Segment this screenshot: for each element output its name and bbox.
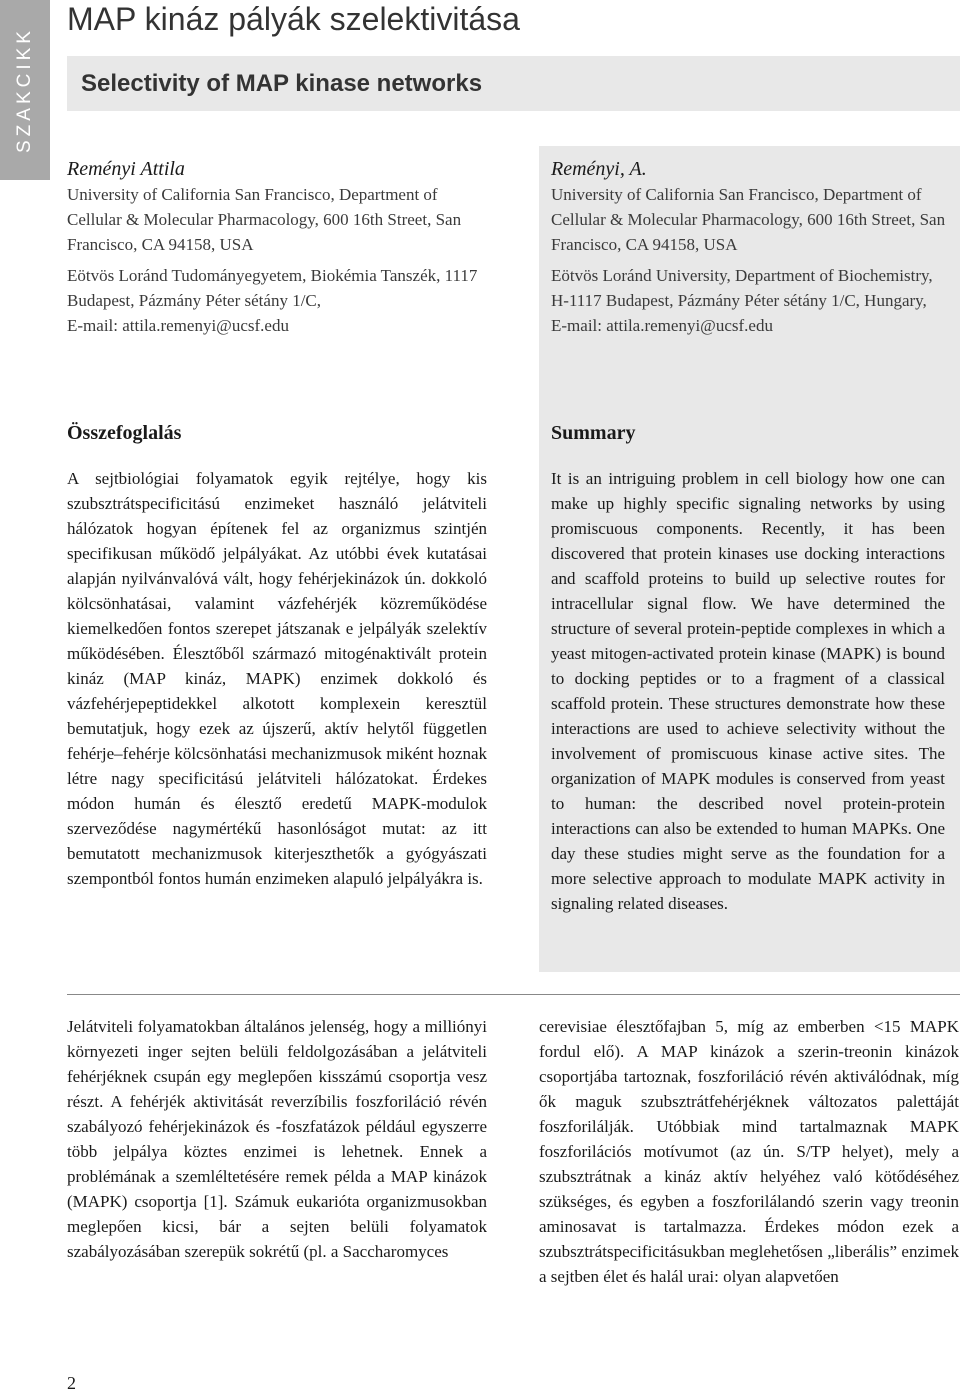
affiliation-en-1: University of California San Francisco, Department of Cellular & Molecular Pharmacology, 600 16th Street, San Francisco, CA 94158, USA	[551, 185, 946, 254]
abstract-hu	[67, 420, 487, 891]
email-en: E-mail: attila.remenyi@ucsf.edu	[551, 316, 773, 335]
abstract-en	[551, 420, 945, 916]
abstract-en-text: It is an intriguing problem in cell biology how one can make up highly specific signaling networks by using promiscuous components. Recently, it has been discovered that protein kinases use docking interactions and scaffold proteins to build up selective routes for intracellular signal flow. We have determined the structure of several protein-peptide complexes in which a yeast mitogen-activated protein kinase (MAPK) is bound to docking peptides or to a fragment of a classical scaffold protein. These structures demonstrate how these interactions are used to achieve selectivity without the involvement of promiscuous kinase active sites. The organization of MAPK modules is conserved from yeast to human: the described novel protein-protein interactions can also be extended to human MAPKs. One day these studies might serve as the foundation for a more selective approach to modulate MAPK activity in signaling related diseases.	[551, 469, 945, 913]
page-number: 2	[67, 1373, 76, 1393]
section-tab	[0, 0, 50, 180]
author-name-hu: Reményi Attila	[67, 158, 185, 180]
title-en-bar	[67, 56, 960, 111]
right-author-block	[551, 156, 947, 338]
section-divider	[67, 994, 960, 995]
left-author-block	[67, 156, 487, 338]
body-column-2	[539, 1014, 959, 1289]
section-tab-label: SZAKCIKK	[14, 27, 36, 153]
abstract-hu-heading: Összefoglalás	[67, 422, 182, 444]
affiliation-hu-1: University of California San Francisco, Department of Cellular & Molecular Pharmacology, 600 16th Street, San Francisco, CA 94158, USA	[67, 185, 462, 254]
affiliation-hu-2: Eötvös Loránd Tudományegyetem, Biokémia Tanszék, 1117 Budapest, Pázmány Péter sétány 1/C,	[67, 266, 478, 310]
abstract-hu-text: A sejtbiológiai folyamatok egyik rejtélye, hogy kis szubsztrátspecificitású enzimeket használó jelátviteli hálózatok hogyan építenek fel az organizmus szintjén specifikusan működő jelpályákat. Az utóbbi évek kutatásai alapján nyilvánvalóvá vált, hogy fehérjekinázok ún. dokkoló kölcsönhatásai, valamint vázfehérjék közreműködése kiemelkedően fontos szerepet játszanak e jelpályák szelektív működésében. Élesztőből származó mitogénaktivált protein kináz (MAP kináz, MAPK) enzimek dokkoló és vázfehérjepeptidekkel alkotott komplexein keresztül bemutatjuk, hogy ezek az újszerű, aktív helytől független fehérje–fehérje kölcsönhatási mechanizmusok miként hoznak létre nagy specificitású jelátviteli hálózatokat. Érdekes módon humán és élesztő eredetű MAPK-modulok szerveződése nagymértékű hasonlóságot mutat: az itt bemutatott mechanizmusok kiterjeszthetők a gyógyászati szempontból fontos humán enzimeken alapuló jelpályákra is.	[67, 469, 487, 888]
abstract-en-heading: Summary	[551, 422, 636, 444]
author-name-en: Reményi, A.	[551, 158, 647, 180]
affiliation-en-2: Eötvös Loránd University, Department of Biochemistry, H-1117 Budapest, Pázmány Péter sétány 1/C, Hungary,	[551, 266, 933, 310]
body-text-col2: cerevisiae élesztőfajban 5, míg az emberben <15 MAPK fordul elő). A MAP kinázok a szerin-treonin kinázok csoportjába tartoznak, foszforiláció révén aktiválódnak, míg ők maguk szubsztrátfehérjéknek változatos palettáját foszforilálják. Utóbbiak mind tartalmaznak MAPK foszforilációs motívumot (az ún. S/TP helyet), mely a szubsztrátnak a kináz aktív helyéhez való kötődéséhez szükséges, és egyben a foszforilálandó szerin vagy treonin aminosavat is tartalmazza. Érdekes módon ezek a szubsztrátspecificitásukban meglehetősen „liberális” enzimek a sejtben élet és halál urai: olyan alapvetően	[539, 1017, 959, 1286]
article-title-hu: MAP kináz pályák szelektivitása	[67, 1, 520, 37]
article-title-en: Selectivity of MAP kinase networks	[81, 70, 483, 97]
body-text-col1: Jelátviteli folyamatokban általános jelenség, hogy a milliónyi környezeti inger sejten belüli feldolgozásában a jelátviteli fehérjéknek csupán egy meglepően kisszámú csoportja vesz részt. A fehérjék aktivitását reverzíbilis foszforiláció révén szabályozó fehérjekinázok és -foszfatázok például egyszerre több jelpálya köztes enzimei is lehetnek. Ennek a problémának a szemléltetésére remek példa a MAP kinázok (MAPK) csoportja [1]. Számuk eukarióta organizmusokban meglepően kicsi, bár a sejten belüli folyamatok szabályozásában szerepük sokrétű (pl. a Saccharomyces	[67, 1017, 487, 1261]
body-column-1	[67, 1014, 487, 1264]
email-hu: E-mail: attila.remenyi@ucsf.edu	[67, 316, 289, 335]
